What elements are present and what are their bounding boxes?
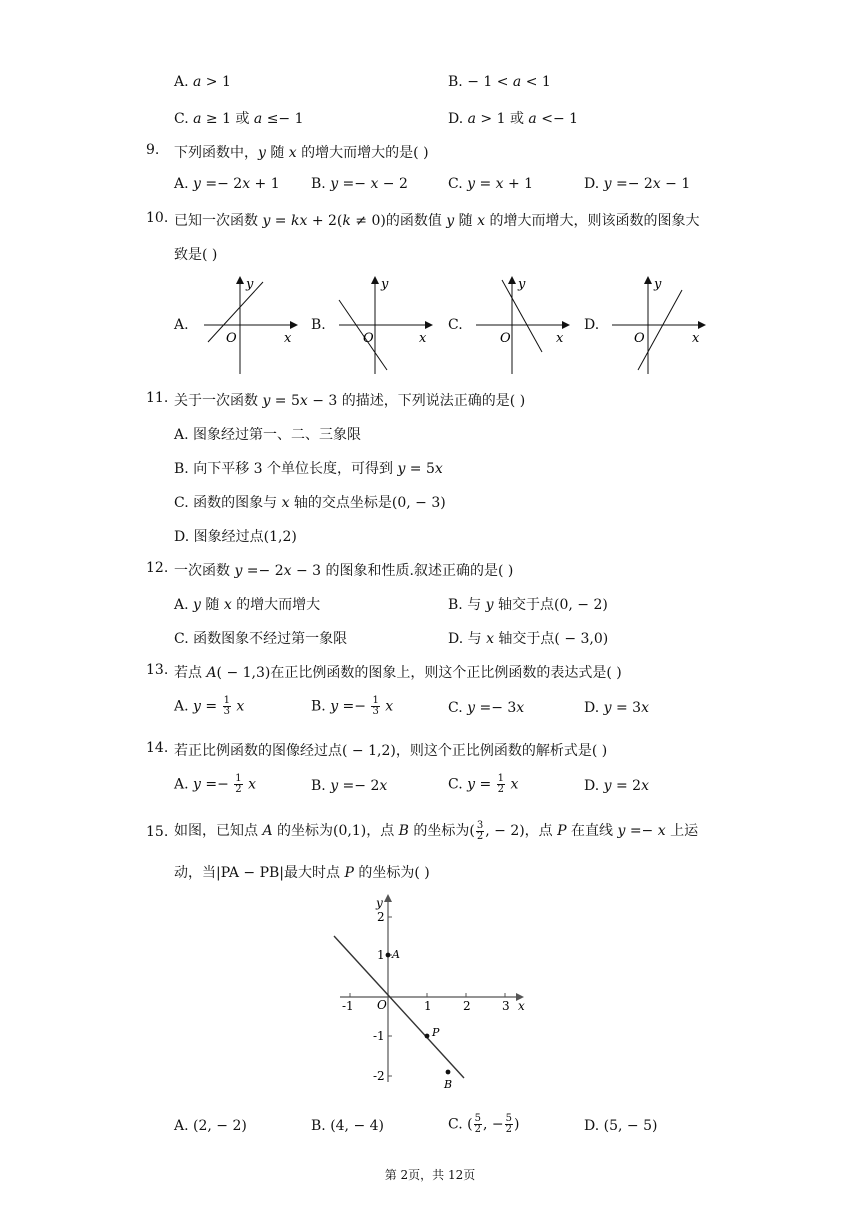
q10d-origin-label: O xyxy=(634,331,645,346)
q9-option-c: C. 𝑦 = 𝑥 + 1 xyxy=(448,176,534,192)
q15-number: 15. xyxy=(146,824,169,840)
q15-y-label: y xyxy=(376,896,383,910)
q10-graph-d xyxy=(608,272,708,377)
q9-number: 9. xyxy=(146,142,160,158)
q10a-x-label: x xyxy=(284,331,292,346)
q15-label-b: B xyxy=(444,1078,453,1091)
q8-option-a: A. 𝑎 > 1 xyxy=(174,74,231,90)
q10-graph-b xyxy=(335,272,435,377)
page-footer: 第 2页，共 12页 xyxy=(384,1168,476,1182)
q13-option-c: C. 𝑦 =− 3𝑥 xyxy=(448,700,525,716)
q14-option-c: C. 𝑦 = $\frac{1}{2}$ 𝑥 xyxy=(448,773,519,795)
q15-x-tick-neg1: -1 xyxy=(342,999,354,1013)
q15-x-tick-1: 1 xyxy=(424,999,432,1013)
q10-option-d-label: D. xyxy=(584,317,600,333)
q10a-y-label: y xyxy=(246,277,254,292)
q15-point-p xyxy=(425,1034,430,1039)
q10b-origin-label: O xyxy=(363,331,374,346)
q11-option-d: D. 图象经过点(1,2) xyxy=(174,529,297,545)
q10-number: 10. xyxy=(146,210,169,226)
q10-graph-c xyxy=(472,272,572,377)
q8-option-d: D. 𝑎 > 1 或 𝑎 <− 1 xyxy=(448,111,579,127)
q10d-x-label: x xyxy=(692,331,700,346)
q12-option-c: C. 函数图象不经过第一象限 xyxy=(174,631,348,647)
q10d-y-label: y xyxy=(654,277,662,292)
q14-number: 14. xyxy=(146,740,169,756)
q11-option-c: C. 函数的图象与 𝑥 轴的交点坐标是(0, − 3) xyxy=(174,495,446,511)
q15-origin-label: O xyxy=(377,998,387,1012)
q15-point-b xyxy=(446,1070,451,1075)
q8-option-b: B. − 1 < 𝑎 < 1 xyxy=(448,74,551,90)
q15-figure xyxy=(330,892,530,1092)
q12-option-a: A. 𝑦 随 𝑥 的增大而增大 xyxy=(174,597,321,613)
q9-option-d: D. 𝑦 =− 2𝑥 − 1 xyxy=(584,176,691,192)
q9-stem: 下列函数中，𝑦 随 𝑥 的增大而增大的是( ) xyxy=(174,145,429,161)
q13-option-d: D. 𝑦 = 3𝑥 xyxy=(584,700,649,716)
q10c-x-label: x xyxy=(556,331,564,346)
q12-stem: 一次函数 𝑦 =− 2𝑥 − 3 的图象和性质.叙述正确的是( ) xyxy=(174,563,514,579)
q15-y-tick-2: 2 xyxy=(377,910,385,924)
q11-option-b: B. 向下平移 3 个单位长度，可得到 𝑦 = 5𝑥 xyxy=(174,461,443,477)
q10-stem-line1: 已知一次函数 𝑦 = 𝑘𝑥 + 2(𝑘 ≠ 0)的函数值 𝑦 随 𝑥 的增大而增大，则该函数的图象大 xyxy=(174,213,700,229)
q15-x-label: x xyxy=(518,999,525,1013)
q10-option-c-label: C. xyxy=(448,317,463,333)
q15-option-c: C. ( $\frac{5}{2}$ , − $\frac{5}{2}$ ) xyxy=(448,1113,520,1135)
q12-option-b: B. 与 𝑦 轴交于点(0, − 2) xyxy=(448,597,608,613)
q9-option-b: B. 𝑦 =− 𝑥 − 2 xyxy=(311,176,408,192)
q15-y-tick-1: 1 xyxy=(377,948,385,962)
q10c-y-label: y xyxy=(518,277,526,292)
q15-x-tick-3: 3 xyxy=(502,999,510,1013)
q11-stem: 关于一次函数 𝑦 = 5𝑥 − 3 的描述，下列说法正确的是( ) xyxy=(174,393,526,409)
q14-option-b: B. 𝑦 =− 2𝑥 xyxy=(311,778,388,794)
q14-option-a: A. 𝑦 =− $\frac{1}{2}$ 𝑥 xyxy=(174,773,257,795)
q15-x-tick-2: 2 xyxy=(463,999,471,1013)
q14-option-d: D. 𝑦 = 2𝑥 xyxy=(584,778,649,794)
q10b-y-label: y xyxy=(381,277,389,292)
q10-stem-line2: 致是( ) xyxy=(174,247,218,263)
q13-option-a: A. 𝑦 = $\frac{1}{3}$ 𝑥 xyxy=(174,695,245,717)
q15-option-a: A. (2, − 2) xyxy=(174,1118,247,1134)
q11-number: 11. xyxy=(146,390,169,406)
q15-label-a: A xyxy=(392,948,400,961)
q15-y-tick-neg2: -2 xyxy=(373,1069,385,1083)
q15-stem-line1: 如图，已知点 𝐴 的坐标为(0,1)，点 𝐵 的坐标为( $\frac{3}{2}$ , − 2)，点 𝑃 在直线 𝑦 =− 𝑥 上运 xyxy=(174,819,699,842)
q10a-origin-label: O xyxy=(226,331,237,346)
q15-option-d: D. (5, − 5) xyxy=(584,1118,658,1134)
q11-option-a: A. 图象经过第一、二、三象限 xyxy=(174,427,362,443)
q15-option-b: B. (4, − 4) xyxy=(311,1118,385,1134)
q15-stem-line2: 动，当|PA − PB|最大时点 𝑃 的坐标为( ) xyxy=(174,865,430,881)
q10-graph-a xyxy=(200,272,300,377)
q10b-x-label: x xyxy=(419,331,427,346)
q12-option-d: D. 与 𝑥 轴交于点( − 3,0) xyxy=(448,631,609,647)
q15-point-a xyxy=(386,953,391,958)
q12-number: 12. xyxy=(146,560,169,576)
q15-y-tick-neg1: -1 xyxy=(373,1029,385,1043)
q13-number: 13. xyxy=(146,662,169,678)
q8-option-c: C. 𝑎 ≥ 1 或 𝑎 ≤− 1 xyxy=(174,111,304,127)
q10-option-b-label: B. xyxy=(311,317,326,333)
q15-label-p: P xyxy=(432,1026,440,1039)
q9-option-a: A. 𝑦 =− 2𝑥 + 1 xyxy=(174,176,280,192)
q14-stem: 若正比例函数的图像经过点( − 1,2)，则这个正比例函数的解析式是( ) xyxy=(174,743,608,759)
q13-option-b: B. 𝑦 =− $\frac{1}{3}$ 𝑥 xyxy=(311,695,394,717)
q13-stem: 若点 𝐴( − 1,3)在正比例函数的图象上，则这个正比例函数的表达式是( ) xyxy=(174,665,622,681)
q10-option-a-label: A. xyxy=(174,317,189,333)
q10c-origin-label: O xyxy=(500,331,511,346)
